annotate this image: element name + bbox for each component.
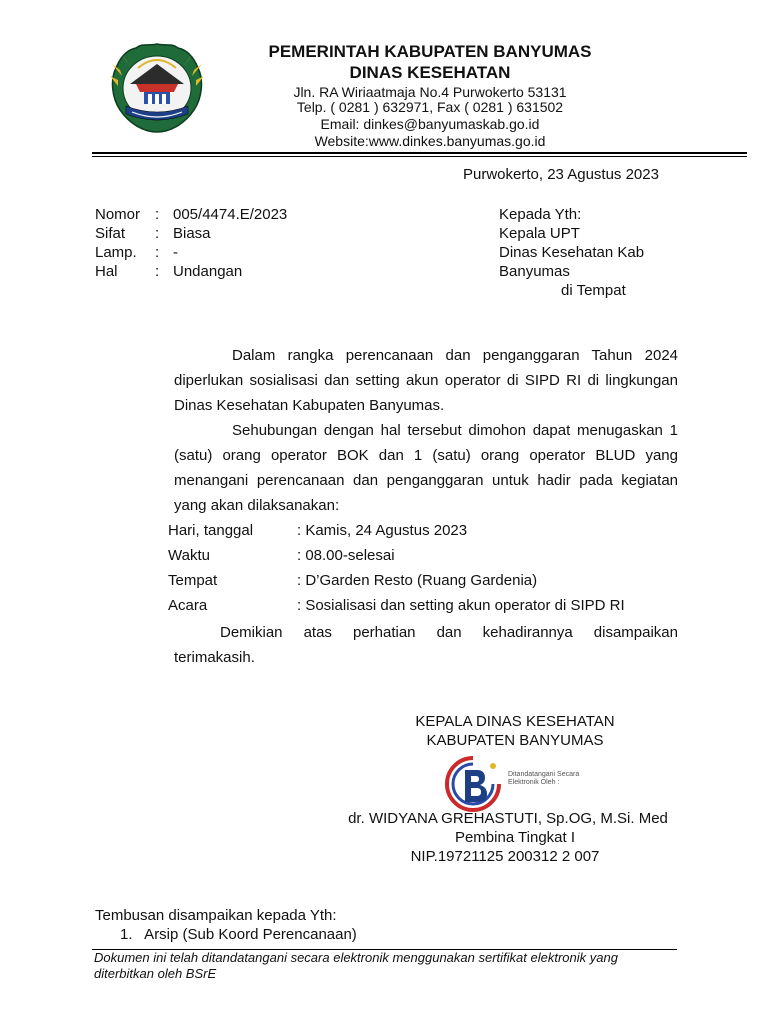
letterhead-divider-thin xyxy=(92,156,747,157)
meta-label: Lamp. xyxy=(95,244,137,261)
detail-label: Tempat xyxy=(168,572,218,589)
esign-caption: Ditandatangani Secara Elektronik Oleh : xyxy=(508,771,580,786)
meta-row-sifat xyxy=(95,224,287,243)
body-paragraph-2: Sehubungan dengan hal tersebut dimohon dapat menugaskan 1 (satu) orang operator BOK dan 1 (satu) orang operator BLUD yang menangani perencanaan dan penganggaran untuk hadir pada kegiatan yang akan dilaksanakan: xyxy=(174,422,678,514)
detail-row-place xyxy=(168,568,678,593)
cc-heading: Tembusan disampaikan kepada Yth: xyxy=(95,907,337,924)
recipient-place: di Tempat xyxy=(561,282,626,299)
recipient-block xyxy=(499,205,644,300)
meta-row-hal xyxy=(95,262,287,281)
meta-colon: : xyxy=(155,244,160,261)
detail-label: Waktu xyxy=(168,547,210,564)
detail-row-time xyxy=(168,543,678,568)
signatory-rank: Pembina Tingkat I xyxy=(454,829,576,846)
meta-value: Biasa xyxy=(173,225,211,242)
meta-row-lampiran xyxy=(95,243,287,262)
letterhead-phone: Telp. ( 0281 ) 632971, Fax ( 0281 ) 631502 xyxy=(296,99,564,115)
letterhead-government: PEMERINTAH KABUPATEN BANYUMAS xyxy=(268,42,592,61)
recipient-agency: Dinas Kesehatan Kab xyxy=(499,244,645,261)
detail-label: Acara xyxy=(168,597,208,614)
detail-value: : D’Garden Resto (Ruang Gardenia) xyxy=(297,572,538,589)
letterhead-divider-thick xyxy=(92,152,747,154)
detail-row-date xyxy=(168,518,678,543)
recipient-title: Kepala UPT xyxy=(499,225,580,242)
banyumas-crest-icon xyxy=(108,40,206,136)
meta-label: Sifat xyxy=(95,225,126,242)
bsre-esign-icon xyxy=(443,754,503,814)
meta-value: 005/4474.E/2023 xyxy=(173,206,288,223)
meta-label: Nomor xyxy=(95,206,141,223)
letterhead-email: Email: dinkes@banyumaskab.go.id xyxy=(320,116,540,132)
signatory-nip: NIP.19721125 200312 2 007 xyxy=(410,848,600,865)
meta-value: - xyxy=(173,244,178,261)
event-details xyxy=(168,518,678,618)
detail-label: Hari, tanggal xyxy=(168,522,254,539)
meta-row-nomor xyxy=(95,205,287,224)
signatory-position: KEPALA DINAS KESEHATAN xyxy=(415,713,615,730)
signatory-office: KABUPATEN BANYUMAS xyxy=(426,732,604,749)
closing-paragraph: Demikian atas perhatian dan kehadirannya disampaikan terimakasih. xyxy=(174,624,678,666)
detail-value: : Kamis, 24 Agustus 2023 xyxy=(297,522,468,539)
meta-colon: : xyxy=(155,225,160,242)
recipient-salutation: Kepada Yth: xyxy=(499,206,582,223)
place-date: Purwokerto, 23 Agustus 2023 xyxy=(463,166,659,183)
letter-body xyxy=(174,343,678,518)
body-paragraph-1: Dalam rangka perencanaan dan penganggaran Tahun 2024 diperlukan sosialisasi dan setting akun operator di SIPD RI di lingkungan Dinas Kesehatan Kabupaten Banyumas. xyxy=(174,347,678,414)
letterhead-agency: DINAS KESEHATAN xyxy=(349,63,511,82)
letterhead-address: Jln. RA Wiriaatmaja No.4 Purwokerto 53131 xyxy=(293,84,567,100)
esign-disclaimer: Dokumen ini telah ditandatangani secara elektronik menggunakan sertifikat elektronik yang diterbitkan oleh BSrE xyxy=(94,950,618,981)
detail-row-agenda xyxy=(168,593,678,618)
meta-colon: : xyxy=(155,206,160,223)
cc-item: 1. Arsip (Sub Koord Perencanaan) xyxy=(120,926,357,943)
detail-value: : Sosialisasi dan setting akun operator di SIPD RI xyxy=(297,597,625,614)
meta-label: Hal xyxy=(95,263,118,280)
meta-value: Undangan xyxy=(173,263,243,280)
letterhead-website: Website:www.dinkes.banyumas.go.id xyxy=(314,133,546,149)
recipient-region: Banyumas xyxy=(499,263,570,280)
detail-value: : 08.00-selesai xyxy=(297,547,395,564)
signatory-name: dr. WIDYANA GREHASTUTI, Sp.OG, M.Si. Med xyxy=(348,810,668,827)
letter-meta xyxy=(95,205,287,281)
meta-colon: : xyxy=(155,263,160,280)
